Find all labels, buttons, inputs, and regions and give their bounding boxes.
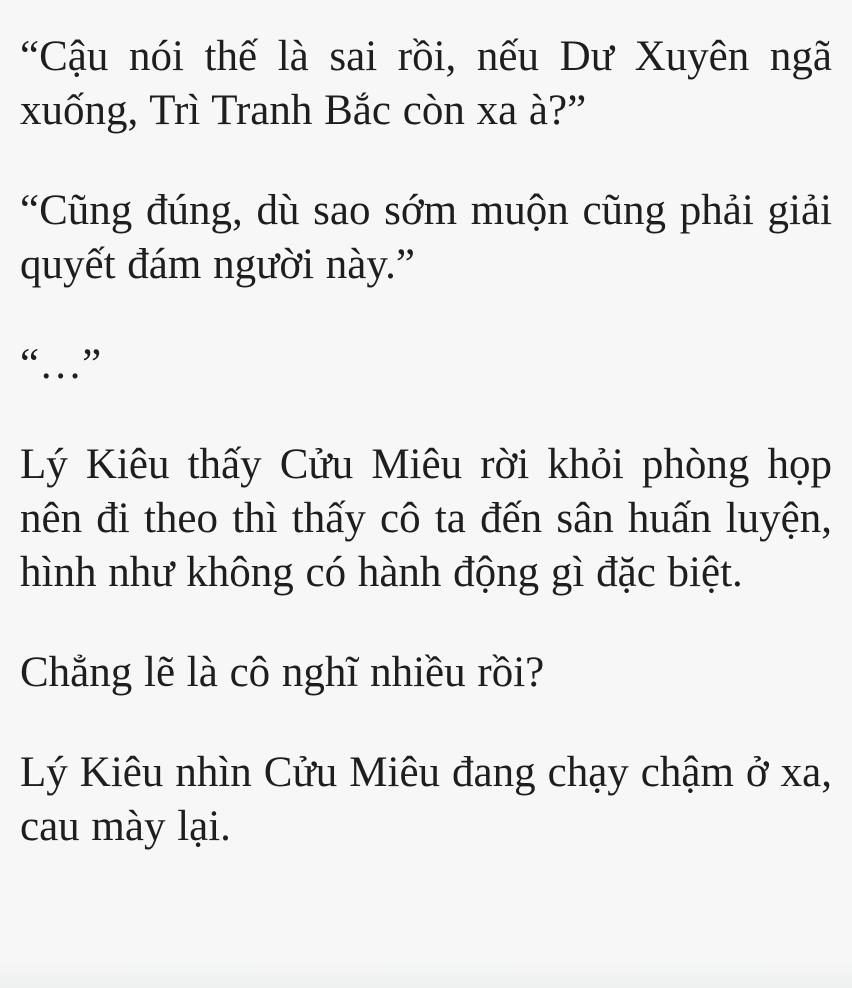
paragraph: Chẳng lẽ là cô nghĩ nhiều rồi? (20, 649, 545, 696)
paragraph: Lý Kiêu nhìn Cửu Miêu đang chạy chậm ở xa, cau mày lại. (20, 749, 832, 850)
footer-strip (0, 962, 852, 988)
paragraph: “Cậu nói thế là sai rồi, nếu Dư Xuyên ngã xuống, Trì Tranh Bắc còn xa à?” (20, 33, 832, 134)
paragraph: “Cũng đúng, dù sao sớm muộn cũng phải giải quyết đám người này.” (20, 187, 832, 288)
paragraph: Lý Kiêu thấy Cửu Miêu rời khỏi phòng họp nên đi theo thì thấy cô ta đến sân huấn luyện, hình như không có hành động gì đặc biệt. (20, 441, 832, 596)
paragraph: “…” (20, 341, 102, 388)
